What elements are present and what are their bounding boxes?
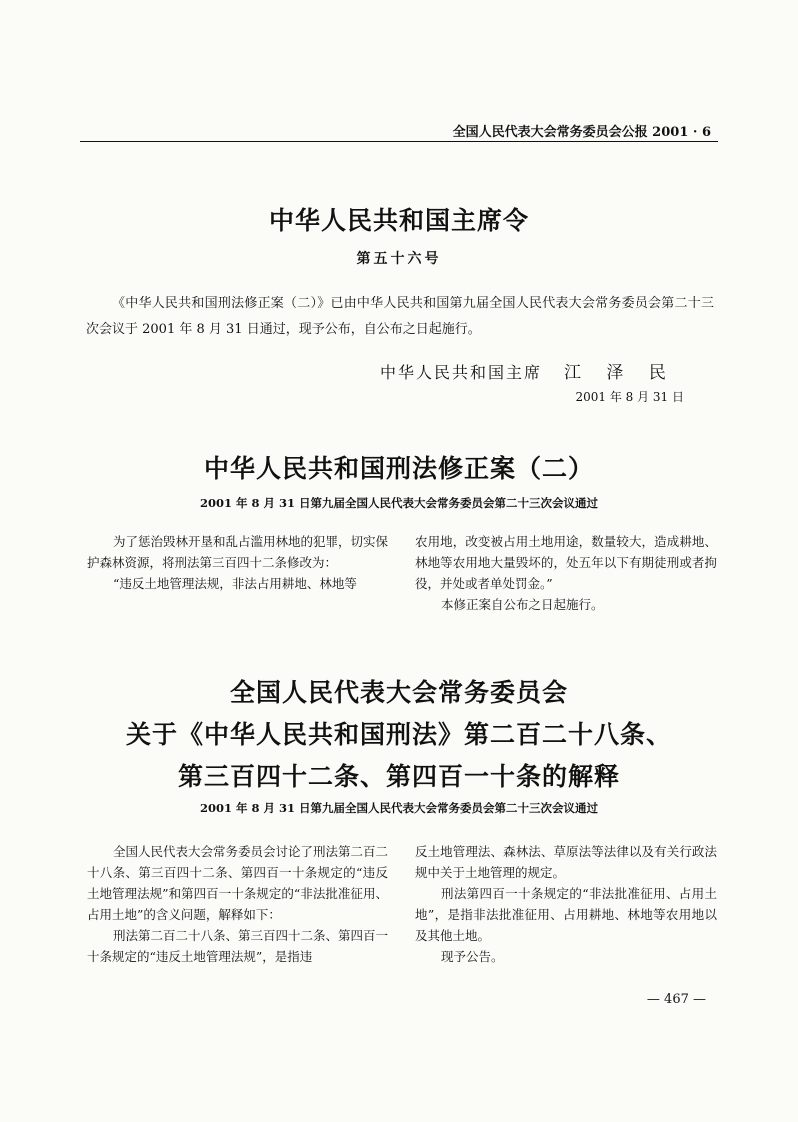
interpretation-subtitle: 2001 年 8 月 31 日第九届全国人民代表大会常务委员会第二十三次会议通过 (199, 801, 599, 815)
order-title: 中华人民共和国主席令 (268, 206, 529, 235)
amendment-paragraph: 本修正案自公布之日起施行。 (441, 597, 604, 612)
amendment-paragraph: 农用地，改变被占用土地用途，数量较大，造成耕地、林地等农用地大量毁坏的，处五年以下有期徒刑或者拘役，并处或者单处罚金。” (415, 534, 717, 591)
interpretation-paragraph: 现予公告。 (441, 949, 504, 964)
page-number: — 467 — (646, 992, 706, 1007)
signer-title: 中华人民共和国主席 (380, 363, 543, 382)
signer-name: 江 泽 民 (564, 363, 676, 383)
interpretation-paragraph: 反土地管理法、森林法、草原法等法律以及有关行政法规中关于土地管理的规定。 (415, 844, 717, 880)
amendment-paragraph: “违反土地管理法规，非法占用耕地、林地等 (113, 576, 357, 591)
order-date: 2001 年 8 月 31 日 (575, 390, 684, 404)
signer (380, 358, 676, 383)
interpretation-title (0, 672, 798, 798)
interpretation-paragraph: 刑法第四百一十条规定的“非法批准征用、占用土地”，是指非法批准征用、占用耕地、林地等农用地以及其他土地。 (415, 886, 717, 943)
interpretation-paragraph: 刑法第二百二十八条、第三百四十二条、第四百一十条规定的“违反土地管理法规”，是指违 (87, 928, 389, 964)
interpretation-left-column (87, 841, 388, 967)
header-rule (80, 141, 718, 142)
amendment-title: 中华人民共和国刑法修正案（二） (203, 454, 594, 483)
order-number: 第五十六号 (356, 251, 442, 267)
amendment-paragraph: 为了惩治毁林开垦和乱占滥用林地的犯罪，切实保护森林资源，将刑法第三百四十二条修改为： (87, 534, 389, 570)
interpretation-title-line: 全国人民代表大会常务委员会 (229, 678, 568, 707)
amendment-subtitle: 2001 年 8 月 31 日第九届全国人民代表大会常务委员会第二十三次会议通过 (199, 496, 599, 510)
running-header: 全国人民代表大会常务委员会公报 2001 · 6 (452, 125, 711, 140)
order-text: 《中华人民共和国刑法修正案（二）》已由中华人民共和国第九届全国人民代表大会常务委员会第二十三次会议于 2001 年 8 月 31 日通过，现予公布，自公布之日起施行。 (86, 296, 714, 337)
interpretation-title-line: 第三百四十二条、第四百一十条的解释 (177, 762, 620, 791)
amendment-right-column (415, 531, 717, 615)
amendment-left-column (87, 531, 388, 594)
interpretation-right-column (415, 841, 717, 967)
interpretation-title-line: 关于《中华人民共和国刑法》第二百二十八条、 (125, 720, 672, 749)
interpretation-paragraph: 全国人民代表大会常务委员会讨论了刑法第二百二十八条、第三百四十二条、第四百一十条规定的“违反土地管理法规”和第四百一十条规定的“非法批准征用、占用土地”的含义问题，解释如下： (87, 844, 389, 922)
